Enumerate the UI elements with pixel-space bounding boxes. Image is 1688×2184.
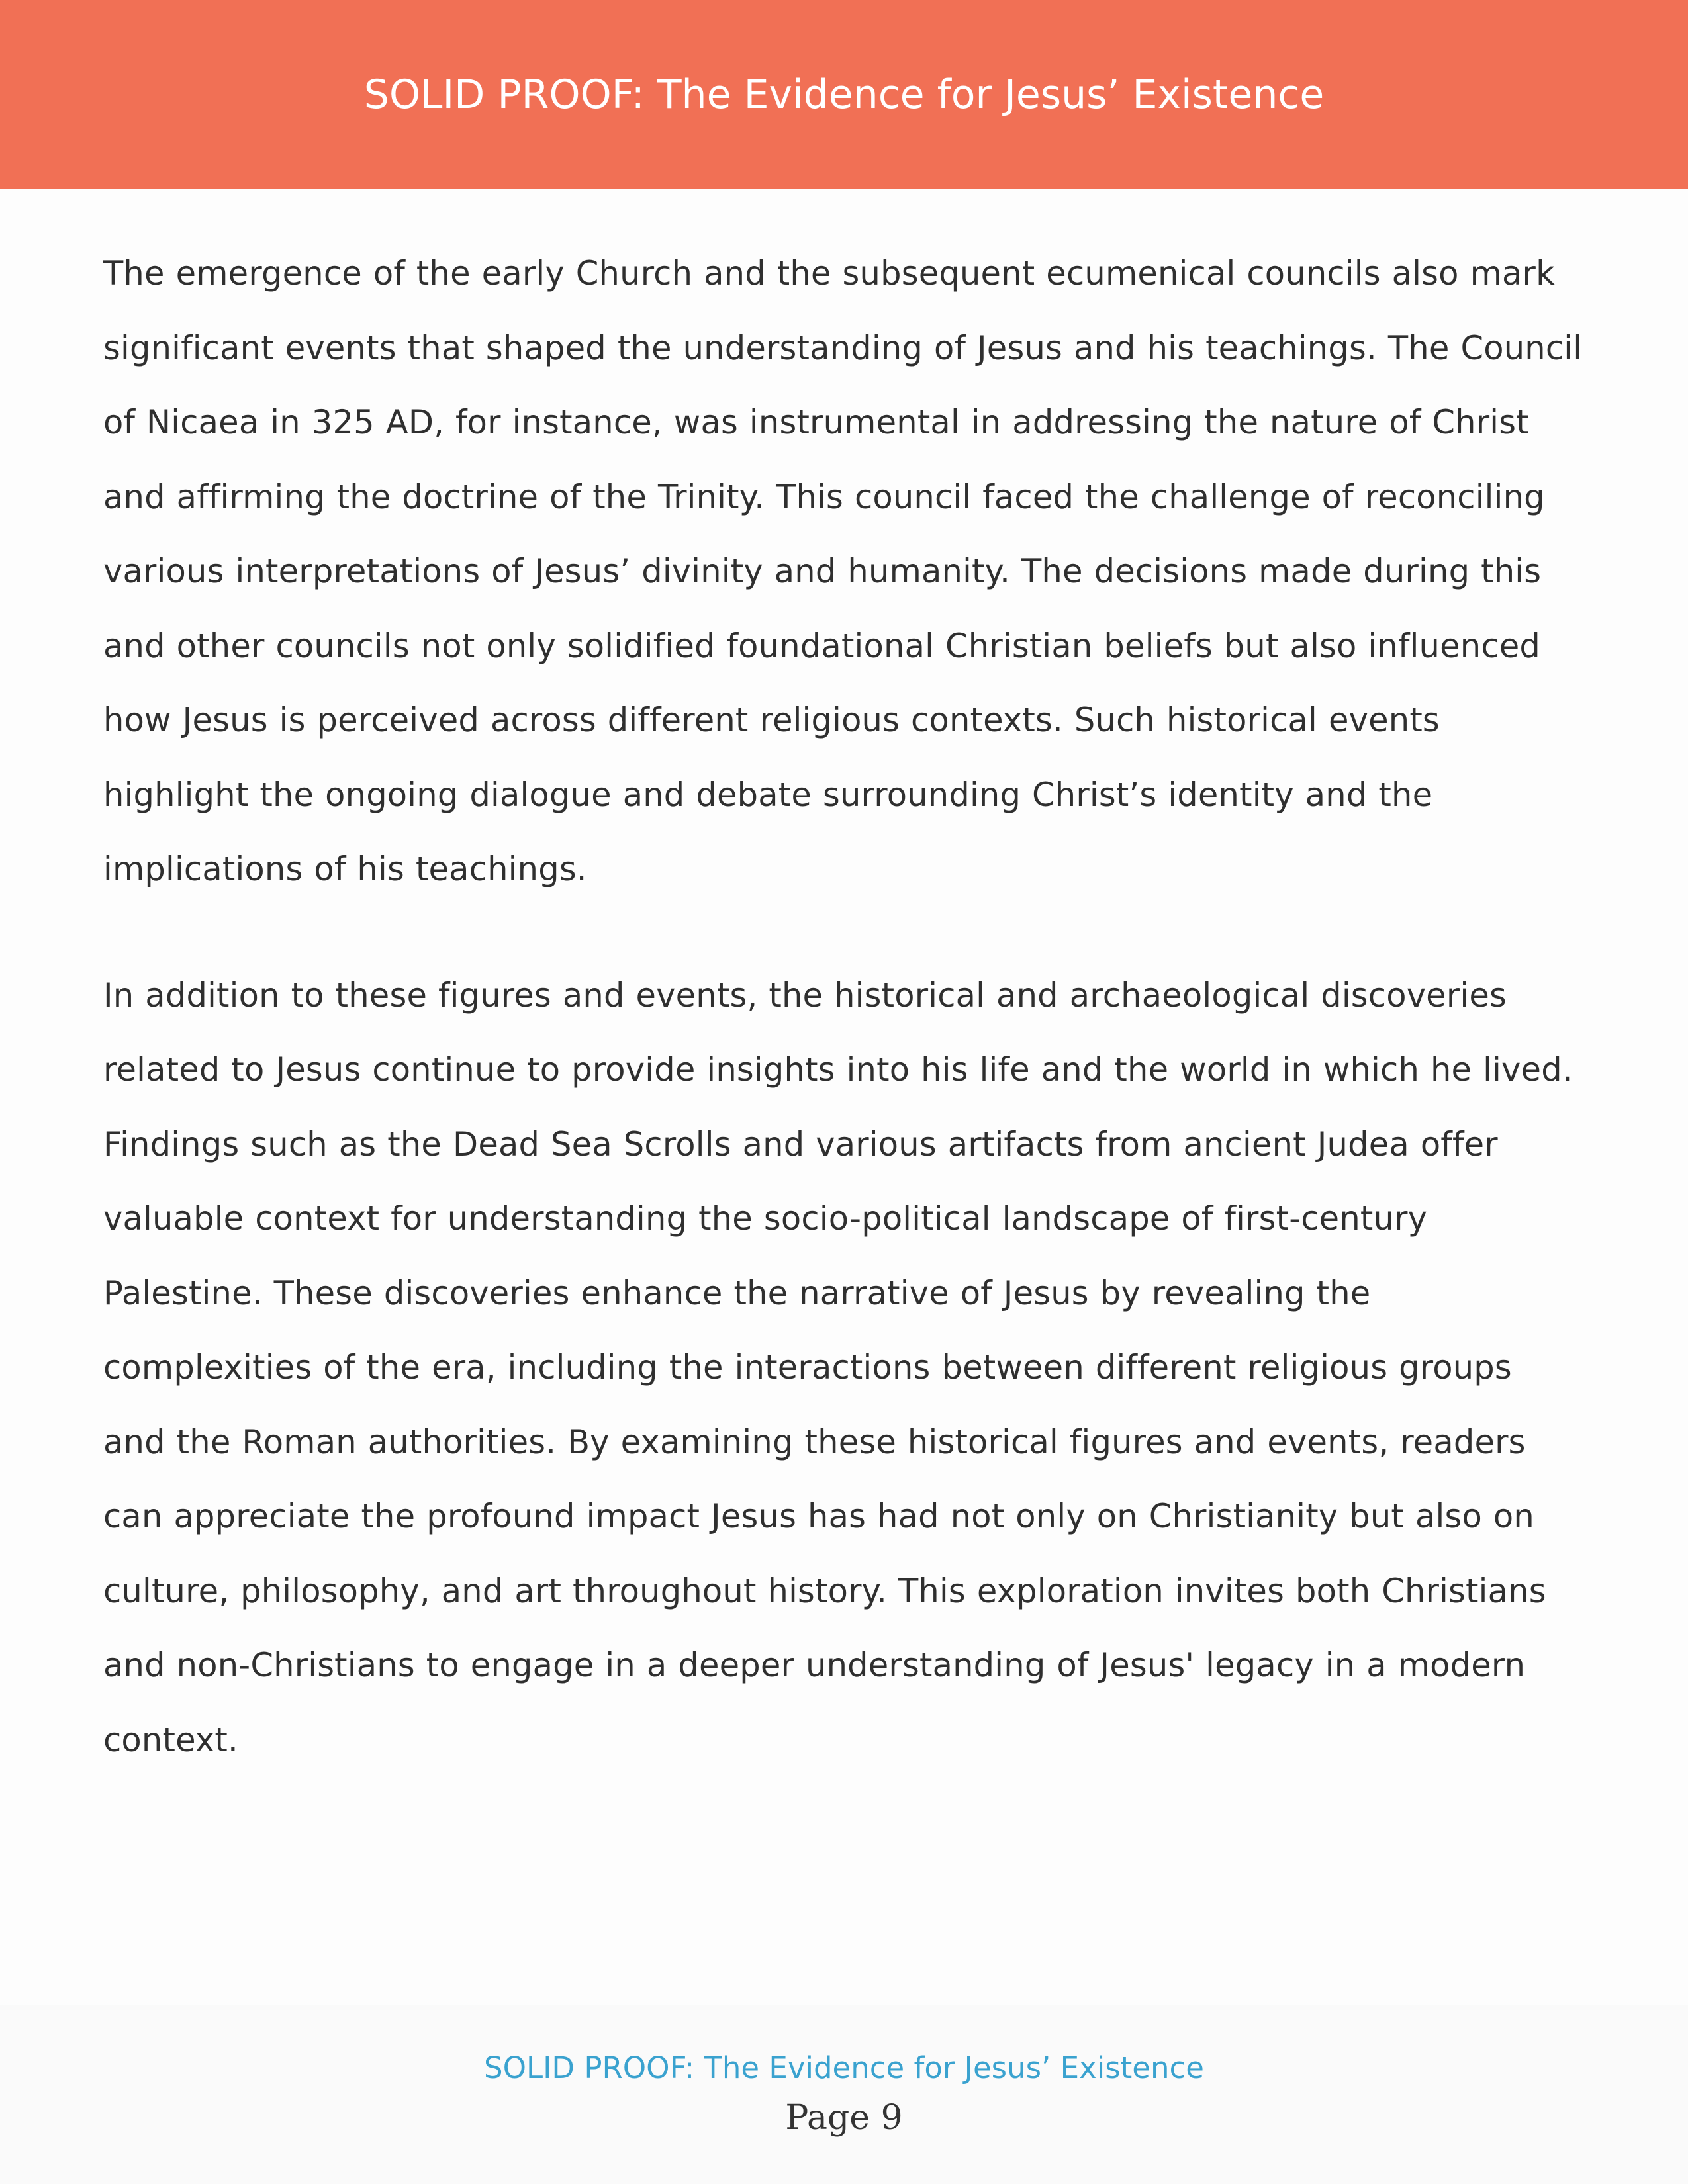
- paragraph-line: of Nicaea in 325 AD, for instance, was instrumental in addressing the nature of Christ: [103, 403, 1529, 441]
- paragraph-1: [103, 236, 1599, 907]
- header-band: [0, 0, 1688, 189]
- page-header-title: SOLID PROOF: The Evidence for Jesus’ Existence: [363, 71, 1325, 118]
- paragraph-line: and the Roman authorities. By examining these historical figures and events, readers: [103, 1422, 1526, 1461]
- body-text: [103, 236, 1599, 1777]
- paragraph-line: how Jesus is perceived across different religious contexts. Such historical events: [103, 701, 1440, 739]
- paragraph-line: implications of his teachings.: [103, 850, 587, 888]
- paragraph-line: and non-Christians to engage in a deeper understanding of Jesus' legacy in a modern: [103, 1646, 1526, 1684]
- paragraph-line: significant events that shaped the understanding of Jesus and his teachings. The Council: [103, 328, 1583, 367]
- footer-title: SOLID PROOF: The Evidence for Jesus’ Existence: [484, 2050, 1204, 2085]
- paragraph-line: and other councils not only solidified foundational Christian beliefs but also influenced: [103, 626, 1541, 665]
- paragraph-line: related to Jesus continue to provide insights into his life and the world in which he lived.: [103, 1050, 1573, 1089]
- paragraph-line: valuable context for understanding the socio-political landscape of first-century: [103, 1199, 1428, 1238]
- page-number: Page 9: [785, 2098, 903, 2138]
- paragraph-line: Palestine. These discoveries enhance the narrative of Jesus by revealing the: [103, 1273, 1371, 1312]
- paragraph-line: The emergence of the early Church and the subsequent ecumenical councils also mark: [103, 254, 1555, 293]
- paragraph-line: can appreciate the profound impact Jesus has had not only on Christianity but also on: [103, 1497, 1534, 1535]
- paragraph-line: and affirming the doctrine of the Trinity. This council faced the challenge of reconciling: [103, 477, 1545, 516]
- paragraph-line: highlight the ongoing dialogue and debate surrounding Christ’s identity and the: [103, 775, 1433, 814]
- paragraph-2: [103, 958, 1599, 1778]
- paragraph-line: culture, philosophy, and art throughout history. This exploration invites both Christians: [103, 1571, 1546, 1610]
- paragraph-line: context.: [103, 1720, 238, 1759]
- paragraph-line: various interpretations of Jesus’ divinity and humanity. The decisions made during this: [103, 552, 1542, 590]
- paragraph-line: Findings such as the Dead Sea Scrolls and various artifacts from ancient Judea offer: [103, 1124, 1498, 1163]
- paragraph-line: complexities of the era, including the interactions between different religious groups: [103, 1348, 1512, 1387]
- paragraph-line: In addition to these figures and events, the historical and archaeological discoveries: [103, 976, 1507, 1015]
